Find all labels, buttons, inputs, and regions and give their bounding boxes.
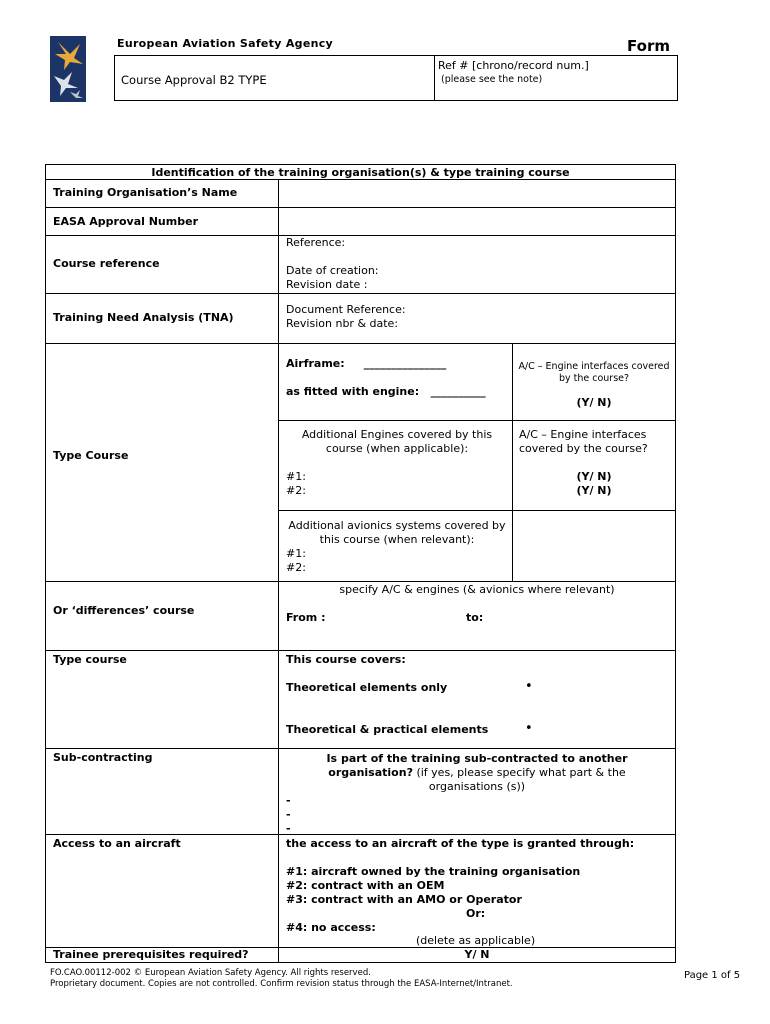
ref-number: Ref # [chrono/record num.] [438, 59, 589, 72]
to-field: to: [466, 611, 484, 624]
course-title: Course Approval B2 TYPE [121, 73, 267, 87]
subcontract-question-3: organisations (s)) [428, 780, 526, 793]
subcontract-dash-1: - [286, 794, 291, 807]
ac-engine-interfaces-small: A/C – Engine interfaces covered by the course? [518, 361, 670, 384]
theoretical-only: Theoretical elements only [286, 681, 448, 694]
avionics-2: #2: [286, 561, 306, 574]
easa-logo [50, 36, 86, 102]
additional-engines: Additional Engines covered by this course (when applicable): [301, 428, 493, 455]
additional-avionics: Additional avionics systems covered by this course (when relevant): [288, 519, 506, 546]
differences-course-label: Or ‘differences’ course [53, 604, 195, 617]
prerequisites-label: Trainee prerequisites required? [53, 948, 249, 961]
prerequisites-yn: Y/ N [464, 948, 490, 961]
yn-engine-1: (Y/ N) [576, 470, 612, 483]
course-ref-revision: Revision date : [286, 278, 368, 291]
avionics-1: #1: [286, 547, 306, 560]
yn-airframe: (Y/ N) [576, 396, 612, 409]
delete-applicable: (delete as applicable) [416, 934, 536, 947]
theoretical-practical: Theoretical & practical elements [286, 723, 489, 736]
from-field: From : [286, 611, 326, 624]
course-covers: This course covers: [286, 653, 406, 666]
access-intro: the access to an aircraft of the type is granted through: [286, 837, 635, 850]
type-course-label: Type Course [53, 449, 129, 462]
specify-note: specify A/C & engines (& avionics where relevant) [339, 583, 615, 596]
type-course-2-label: Type course [53, 653, 127, 666]
table-title: Identification of the training organisation(s) & type training course [151, 166, 570, 179]
theoretical-practical-bullet[interactable]: • [525, 721, 533, 736]
header-box [114, 55, 678, 101]
fitted-engine-field: as fitted with engine: __________ [286, 385, 486, 398]
form-heading: Form [627, 37, 670, 55]
subcontract-dash-2: - [286, 808, 291, 821]
access-option-2: #2: contract with an OEM [286, 879, 445, 892]
course-ref-date: Date of creation: [286, 264, 379, 277]
tna-label: Training Need Analysis (TNA) [53, 311, 234, 324]
engine-2: #2: [286, 484, 306, 497]
access-option-1: #1: aircraft owned by the training organisation [286, 865, 581, 878]
course-ref-reference: Reference: [286, 236, 346, 249]
airframe-field: Airframe: _______________ [286, 357, 447, 370]
access-option-4: #4: no access: [286, 921, 376, 934]
approval-number-label: EASA Approval Number [53, 215, 198, 228]
ac-engine-interfaces: A/C – Engine interfaces covered by the course? [519, 428, 648, 455]
footer-proprietary: Proprietary document. Copies are not controlled. Confirm revision status through the EASA-Internet/Intranet. [50, 979, 513, 989]
ref-note: (please see the note) [441, 74, 543, 85]
course-reference-label: Course reference [53, 257, 160, 270]
access-aircraft-label: Access to an aircraft [53, 837, 181, 850]
access-option-3: #3: contract with an AMO or Operator [286, 893, 522, 906]
subcontract-question-2: organisation? (if yes, please specify what part & the [328, 766, 626, 779]
org-name-label: Training Organisation’s Name [53, 186, 238, 199]
engine-1: #1: [286, 470, 306, 483]
subcontract-dash-3: - [286, 822, 291, 835]
access-or: Or: [466, 907, 486, 920]
footer-copyright: FO.CAO.00112-002 © European Aviation Safety Agency. All rights reserved. [50, 968, 371, 978]
subcontracting-label: Sub-contracting [53, 751, 153, 764]
page-number: Page 1 of 5 [684, 970, 741, 981]
tna-revision: Revision nbr & date: [286, 317, 399, 330]
yn-engine-2: (Y/ N) [576, 484, 612, 497]
course-title-cell [115, 56, 435, 100]
theoretical-only-bullet[interactable]: • [525, 679, 533, 694]
subcontract-question-1: Is part of the training sub-contracted to another [326, 752, 628, 765]
tna-doc-ref: Document Reference: [286, 303, 406, 316]
agency-name: European Aviation Safety Agency [117, 37, 333, 50]
